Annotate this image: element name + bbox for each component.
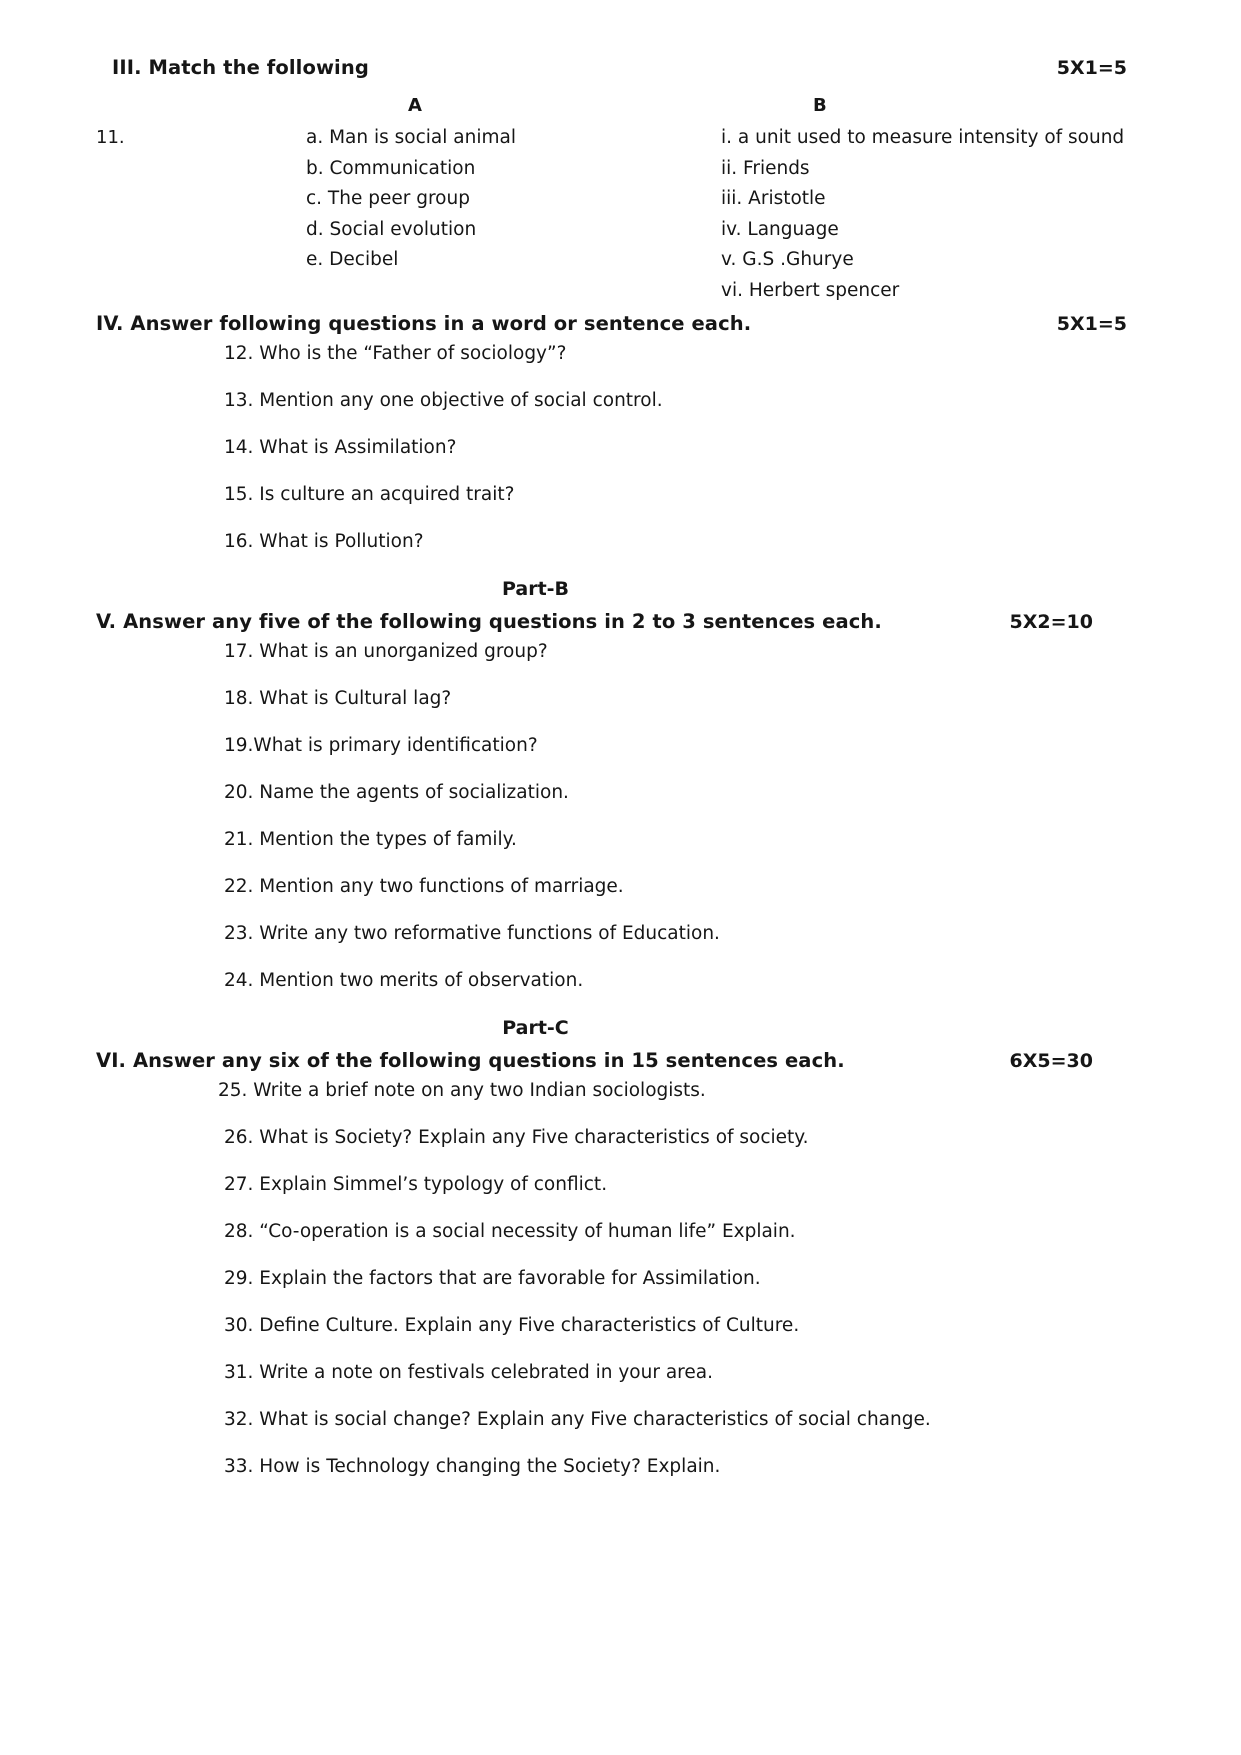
column-a-label: A bbox=[408, 95, 422, 116]
list-item: 14. What is Assimilation? bbox=[224, 437, 457, 458]
list-item: 23. Write any two reformative functions of Education. bbox=[224, 923, 720, 944]
list-item: iv. Language bbox=[721, 218, 839, 240]
match-column-a bbox=[306, 127, 516, 280]
list-item: 18. What is Cultural lag? bbox=[224, 688, 452, 709]
section-6-heading: VI. Answer any six of the following questions in 15 sentences each. bbox=[96, 1049, 845, 1072]
section-3-header bbox=[96, 56, 1145, 79]
section-5-heading: V. Answer any five of the following questions in 2 to 3 sentences each. bbox=[96, 610, 882, 633]
section-5-marks: 5X2=10 bbox=[1009, 611, 1093, 633]
list-item: 20. Name the agents of socialization. bbox=[224, 782, 569, 803]
list-item: v. G.S .Ghurye bbox=[721, 249, 854, 270]
section-3-marks: 5X1=5 bbox=[1056, 57, 1127, 79]
list-item: 31. Write a note on festivals celebrated in your area. bbox=[224, 1362, 713, 1383]
list-item: 29. Explain the factors that are favorable for Assimilation. bbox=[224, 1268, 761, 1289]
section-3-heading: III. Match the following bbox=[112, 56, 369, 79]
part-b-questions bbox=[96, 641, 1145, 991]
list-item: i. a unit used to measure intensity of sound bbox=[721, 127, 1125, 148]
list-item: 33. How is Technology changing the Society? Explain. bbox=[224, 1456, 721, 1477]
part-b-label: Part-B bbox=[501, 578, 570, 600]
section-4-heading: IV. Answer following questions in a word or sentence each. bbox=[96, 312, 752, 335]
list-item: vi. Herbert spencer bbox=[721, 279, 900, 301]
list-item: 30. Define Culture. Explain any Five characteristics of Culture. bbox=[224, 1315, 800, 1336]
section-5-header bbox=[96, 610, 1145, 633]
list-item: iii. Aristotle bbox=[721, 188, 826, 209]
section-4-questions bbox=[96, 343, 1145, 552]
list-item: 28. “Co-operation is a social necessity of human life” Explain. bbox=[224, 1221, 796, 1242]
list-item: 16. What is Pollution? bbox=[224, 531, 424, 552]
column-b-label: B bbox=[813, 95, 827, 116]
match-the-following-block bbox=[96, 95, 1145, 312]
list-item: e. Decibel bbox=[306, 249, 399, 270]
part-c-questions bbox=[96, 1080, 1145, 1477]
list-item: 25. Write a brief note on any two Indian sociologists. bbox=[218, 1080, 706, 1101]
list-item: 24. Mention two merits of observation. bbox=[224, 970, 584, 991]
match-column-b bbox=[721, 127, 1124, 310]
list-item: 19.What is primary identification? bbox=[224, 735, 538, 756]
list-item: 27. Explain Simmel’s typology of conflict. bbox=[224, 1174, 608, 1195]
list-item: 12. Who is the “Father of sociology”? bbox=[224, 343, 567, 364]
match-column-labels bbox=[96, 95, 1145, 121]
list-item: 13. Mention any one objective of social control. bbox=[224, 390, 663, 411]
list-item: 15. Is culture an acquired trait? bbox=[224, 484, 515, 505]
match-rows bbox=[96, 127, 1145, 312]
list-item: 17. What is an unorganized group? bbox=[224, 641, 548, 662]
list-item: a. Man is social animal bbox=[306, 127, 516, 148]
list-item: ii. Friends bbox=[721, 157, 810, 179]
part-c-label: Part-C bbox=[502, 1017, 569, 1039]
list-item: 26. What is Society? Explain any Five characteristics of society. bbox=[224, 1127, 809, 1148]
list-item: 21. Mention the types of family. bbox=[224, 829, 517, 850]
question-number-11: 11. bbox=[96, 127, 125, 148]
list-item: d. Social evolution bbox=[306, 218, 477, 240]
section-6-marks: 6X5=30 bbox=[1009, 1050, 1093, 1072]
list-item: 32. What is social change? Explain any Five characteristics of social change. bbox=[224, 1409, 931, 1430]
section-6-header bbox=[96, 1049, 1145, 1072]
list-item: 22. Mention any two functions of marriage. bbox=[224, 876, 624, 897]
list-item: b. Communication bbox=[306, 157, 476, 179]
section-4-marks: 5X1=5 bbox=[1056, 313, 1127, 335]
section-4-header bbox=[96, 312, 1145, 335]
list-item: c. The peer group bbox=[306, 188, 470, 209]
